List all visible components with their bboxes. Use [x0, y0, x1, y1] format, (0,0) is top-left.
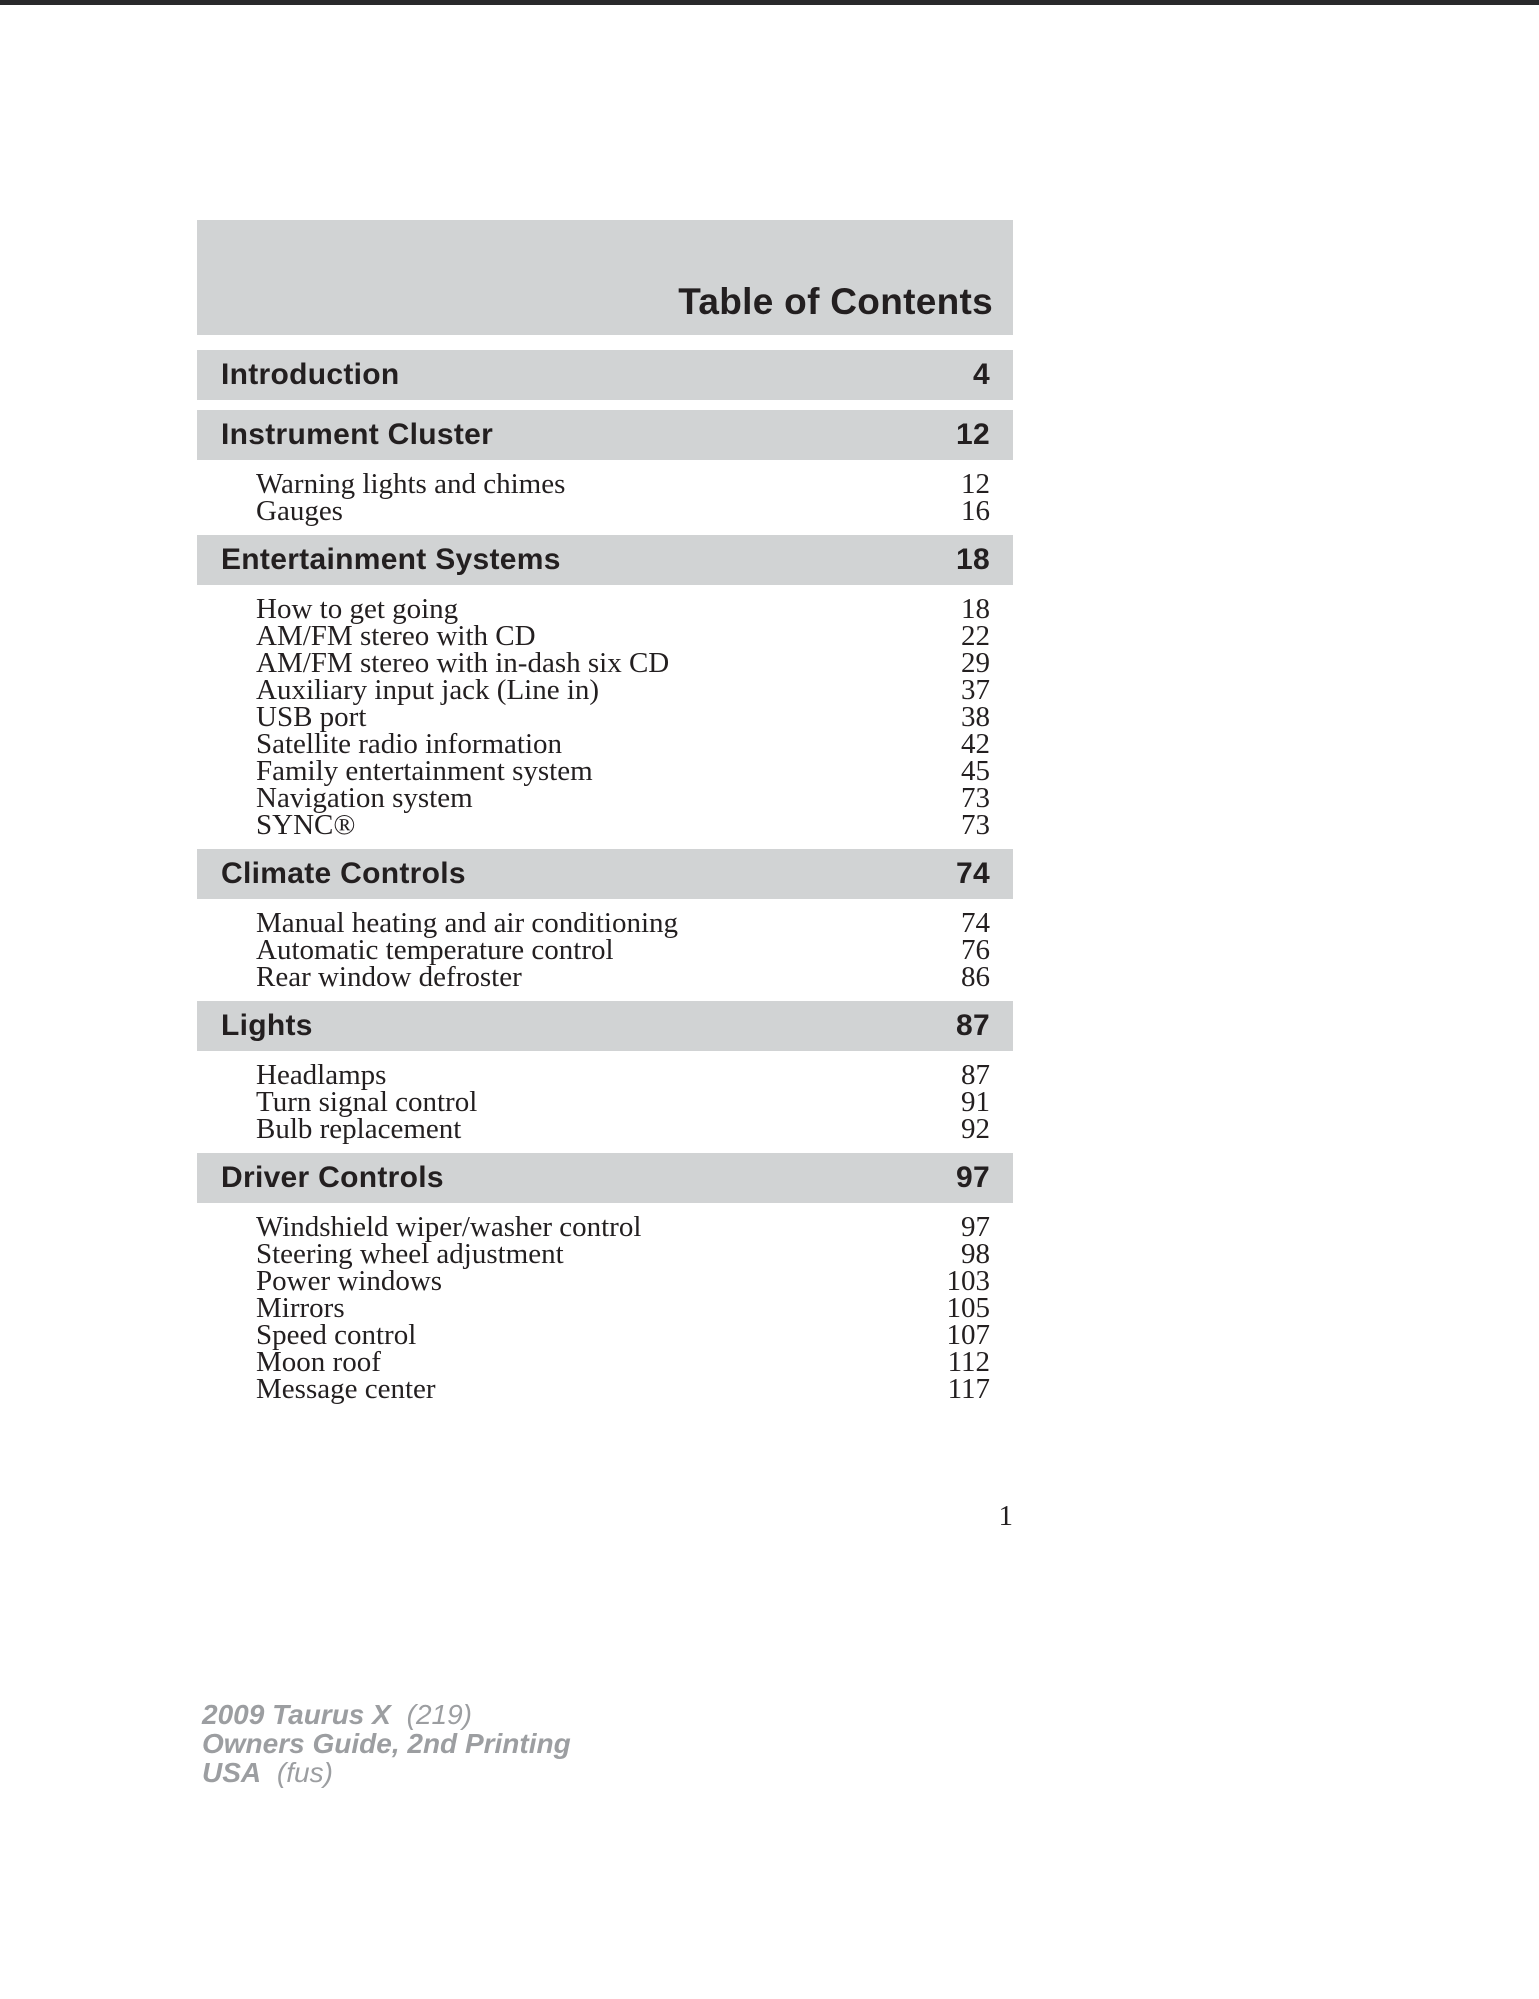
- toc-entry-link[interactable]: [256, 1211, 990, 1243]
- section-title: Instrument Cluster: [221, 418, 494, 451]
- toc-entry-link[interactable]: [256, 809, 990, 841]
- toc-entry-link[interactable]: [256, 1086, 990, 1118]
- toc-section-link[interactable]: [197, 1153, 1013, 1203]
- entry-page-number: 92: [961, 1113, 990, 1145]
- toc-entry-link[interactable]: [256, 1059, 990, 1091]
- toc-entry-link[interactable]: [256, 961, 990, 993]
- page-title: Table of Contents: [678, 281, 993, 322]
- entry-title: Moon roof: [256, 1346, 381, 1378]
- entry-page-number: 107: [946, 1319, 990, 1351]
- toc-entry-link[interactable]: [256, 1238, 990, 1270]
- entry-title: Power windows: [256, 1265, 443, 1297]
- toc-section-link[interactable]: [197, 535, 1013, 585]
- entry-page-number: 76: [961, 934, 990, 966]
- page-number: 1: [998, 1500, 1013, 1532]
- toc-sections: [197, 350, 1013, 1403]
- entry-title: Warning lights and chimes: [256, 468, 566, 500]
- toc-section-link[interactable]: [197, 350, 1013, 400]
- section-title: Entertainment Systems: [221, 543, 561, 576]
- toc-entry-link[interactable]: [256, 593, 990, 625]
- toc-entry-link[interactable]: [256, 907, 990, 939]
- toc-entry-link[interactable]: [256, 1292, 990, 1324]
- entry-title: Family entertainment system: [256, 755, 593, 787]
- entry-title: How to get going: [256, 593, 459, 625]
- toc-section: [197, 535, 1013, 839]
- toc-entry-link[interactable]: [256, 755, 990, 787]
- entry-page-number: 86: [961, 961, 990, 993]
- toc-entry-link[interactable]: [256, 934, 990, 966]
- entry-page-number: 91: [961, 1086, 990, 1118]
- entry-page-number: 105: [946, 1292, 990, 1324]
- footer-region-name: USA: [202, 1757, 262, 1788]
- section-title: Introduction: [221, 358, 400, 391]
- entry-page-number: 112: [947, 1346, 990, 1378]
- toc-entry-link[interactable]: [256, 495, 990, 527]
- toc-section: [197, 410, 1013, 525]
- entry-title: AM/FM stereo with CD: [256, 620, 536, 652]
- entry-title: SYNC®: [256, 809, 356, 841]
- entry-page-number: 45: [961, 755, 990, 787]
- entry-page-number: 12: [961, 468, 990, 500]
- entry-page-number: 18: [961, 593, 990, 625]
- entry-title: Speed control: [256, 1319, 417, 1351]
- entry-title: Satellite radio information: [256, 728, 563, 760]
- document-footer: [202, 1700, 571, 1787]
- toc-section: [197, 1001, 1013, 1143]
- toc-entry-link[interactable]: [256, 1113, 990, 1145]
- entry-page-number: 16: [961, 495, 990, 527]
- section-page-number: 74: [956, 857, 990, 890]
- toc-entry-link[interactable]: [256, 620, 990, 652]
- section-page-number: 97: [956, 1161, 990, 1194]
- toc-entry-link[interactable]: [256, 1319, 990, 1351]
- entry-title: Windshield wiper/washer control: [256, 1211, 642, 1243]
- toc-section-link[interactable]: [197, 849, 1013, 899]
- entry-page-number: 103: [946, 1265, 990, 1297]
- entry-page-number: 117: [947, 1373, 990, 1405]
- toc-section: [197, 1153, 1013, 1403]
- toc-section-link[interactable]: [197, 1001, 1013, 1051]
- entry-page-number: 73: [961, 809, 990, 841]
- footer-line-guide: [202, 1729, 571, 1758]
- section-items: [197, 585, 1013, 839]
- section-page-number: 4: [973, 358, 990, 391]
- section-page-number: 87: [956, 1009, 990, 1042]
- entry-page-number: 87: [961, 1059, 990, 1091]
- entry-page-number: 98: [961, 1238, 990, 1270]
- entry-title: Auxiliary input jack (Line in): [256, 674, 600, 706]
- entry-page-number: 73: [961, 782, 990, 814]
- entry-page-number: 42: [961, 728, 990, 760]
- toc-entry-link[interactable]: [256, 782, 990, 814]
- toc-section-link[interactable]: [197, 410, 1013, 460]
- section-items: [197, 899, 1013, 991]
- toc-section: [197, 849, 1013, 991]
- entry-page-number: 22: [961, 620, 990, 652]
- entry-title: Headlamps: [256, 1059, 387, 1091]
- entry-title: Navigation system: [256, 782, 473, 814]
- toc-entry-link[interactable]: [256, 647, 990, 679]
- entry-title: Automatic temperature control: [256, 934, 614, 966]
- entry-title: Steering wheel adjustment: [256, 1238, 564, 1270]
- entry-title: Mirrors: [256, 1292, 345, 1324]
- toc-entry-link[interactable]: [256, 674, 990, 706]
- section-title: Driver Controls: [221, 1161, 444, 1194]
- toc-entry-link[interactable]: [256, 1265, 990, 1297]
- entry-title: Turn signal control: [256, 1086, 478, 1118]
- entry-page-number: 29: [961, 647, 990, 679]
- entry-title: Bulb replacement: [256, 1113, 462, 1145]
- entry-title: Gauges: [256, 495, 343, 527]
- section-title: Lights: [221, 1009, 313, 1042]
- entry-title: AM/FM stereo with in-dash six CD: [256, 647, 670, 679]
- toc-header-band: [197, 220, 1013, 335]
- section-page-number: 18: [956, 543, 990, 576]
- footer-region-code: (fus): [276, 1757, 333, 1788]
- entry-page-number: 38: [961, 701, 990, 733]
- entry-title: Rear window defroster: [256, 961, 522, 993]
- section-items: [197, 1203, 1013, 1403]
- entry-page-number: 74: [961, 907, 990, 939]
- footer-guide-name: Owners Guide, 2nd Printing: [202, 1728, 571, 1759]
- entry-title: Message center: [256, 1373, 436, 1405]
- toc-entry-link[interactable]: [256, 728, 990, 760]
- entry-title: USB port: [256, 701, 367, 733]
- toc-page-content: [197, 0, 1013, 1530]
- section-title: Climate Controls: [221, 857, 466, 890]
- section-items: [197, 460, 1013, 525]
- footer-line-model: [202, 1700, 571, 1729]
- toc-section: [197, 350, 1013, 400]
- entry-title: Manual heating and air conditioning: [256, 907, 679, 939]
- entry-page-number: 97: [961, 1211, 990, 1243]
- footer-line-region: [202, 1758, 571, 1787]
- toc-entry-link[interactable]: [256, 701, 990, 733]
- section-page-number: 12: [956, 418, 990, 451]
- toc-entry-link[interactable]: [256, 1373, 990, 1405]
- toc-entry-link[interactable]: [256, 468, 990, 500]
- toc-entry-link[interactable]: [256, 1346, 990, 1378]
- entry-page-number: 37: [961, 674, 990, 706]
- footer-model-code: (219): [406, 1699, 472, 1730]
- footer-model-name: 2009 Taurus X: [202, 1699, 391, 1730]
- section-items: [197, 1051, 1013, 1143]
